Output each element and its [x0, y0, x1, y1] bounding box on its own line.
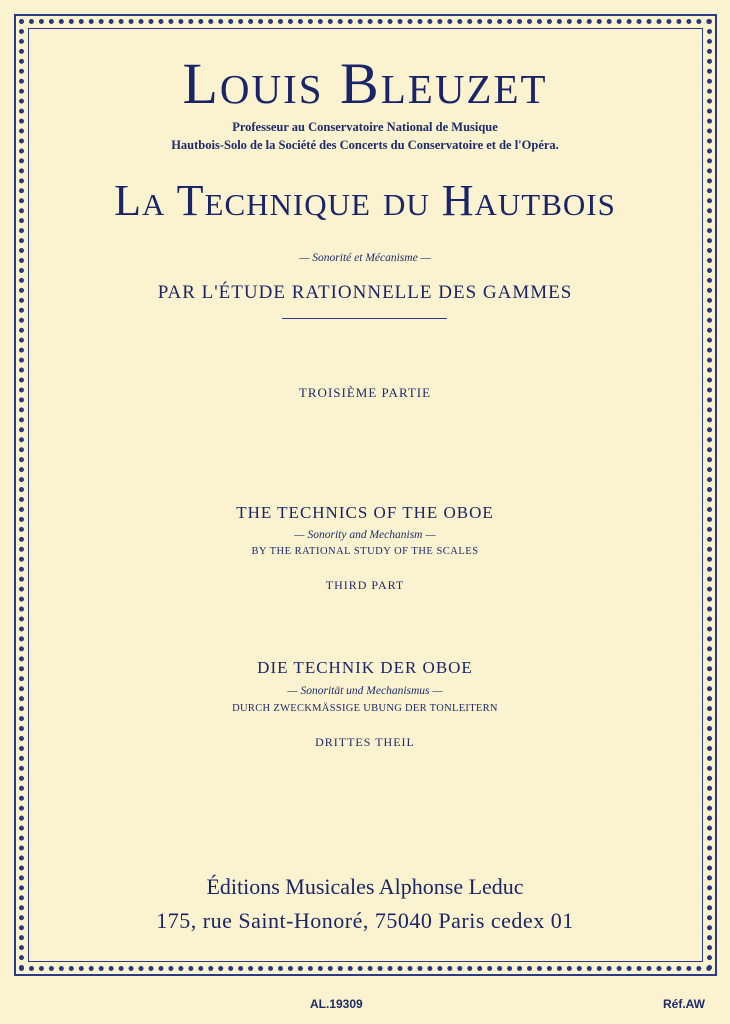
title-divider	[282, 318, 447, 319]
author-credential-2: Hautbois-Solo de la Société des Concerts du Conservatoire et de l'Opéra.	[171, 138, 559, 152]
english-title: THE TECHNICS OF THE OBOE	[236, 503, 494, 522]
author-credential-1: Professeur au Conservatoire National de Musique	[232, 120, 498, 134]
german-title: DIE TECHNIK DER OBOE	[257, 658, 473, 677]
english-subtitle: — Sonority and Mechanism —	[294, 529, 436, 541]
decorative-border	[14, 14, 717, 976]
publisher-name: Éditions Musicales Alphonse Leduc	[206, 874, 524, 899]
german-part: DRITTES THEIL	[315, 735, 415, 749]
french-part: TROISIÈME PARTIE	[298, 385, 432, 400]
author-name: Louis Bleuzet	[182, 51, 548, 116]
english-method-line: BY THE RATIONAL STUDY OF THE SCALES	[251, 546, 479, 557]
reference-code: Réf.AW	[663, 997, 705, 1011]
english-part: THIRD PART	[325, 578, 405, 592]
inner-frame-line	[28, 28, 703, 962]
catalog-code: AL.19309	[310, 997, 363, 1011]
german-subtitle: — Sonorität und Mechanismus —	[287, 685, 443, 697]
publisher-address: 175, rue Saint-Honoré, 75040 Paris cedex 01	[156, 908, 574, 933]
french-title: La Technique du Hautbois	[114, 176, 616, 225]
french-subtitle: — Sonorité et Mécanisme —	[299, 252, 431, 264]
german-method-line: DURCH ZWECKMÄSSIGE UBUNG DER TONLEITERN	[232, 703, 498, 714]
french-method-line: PAR L'ÉTUDE RATIONNELLE DES GAMMES	[157, 282, 573, 303]
